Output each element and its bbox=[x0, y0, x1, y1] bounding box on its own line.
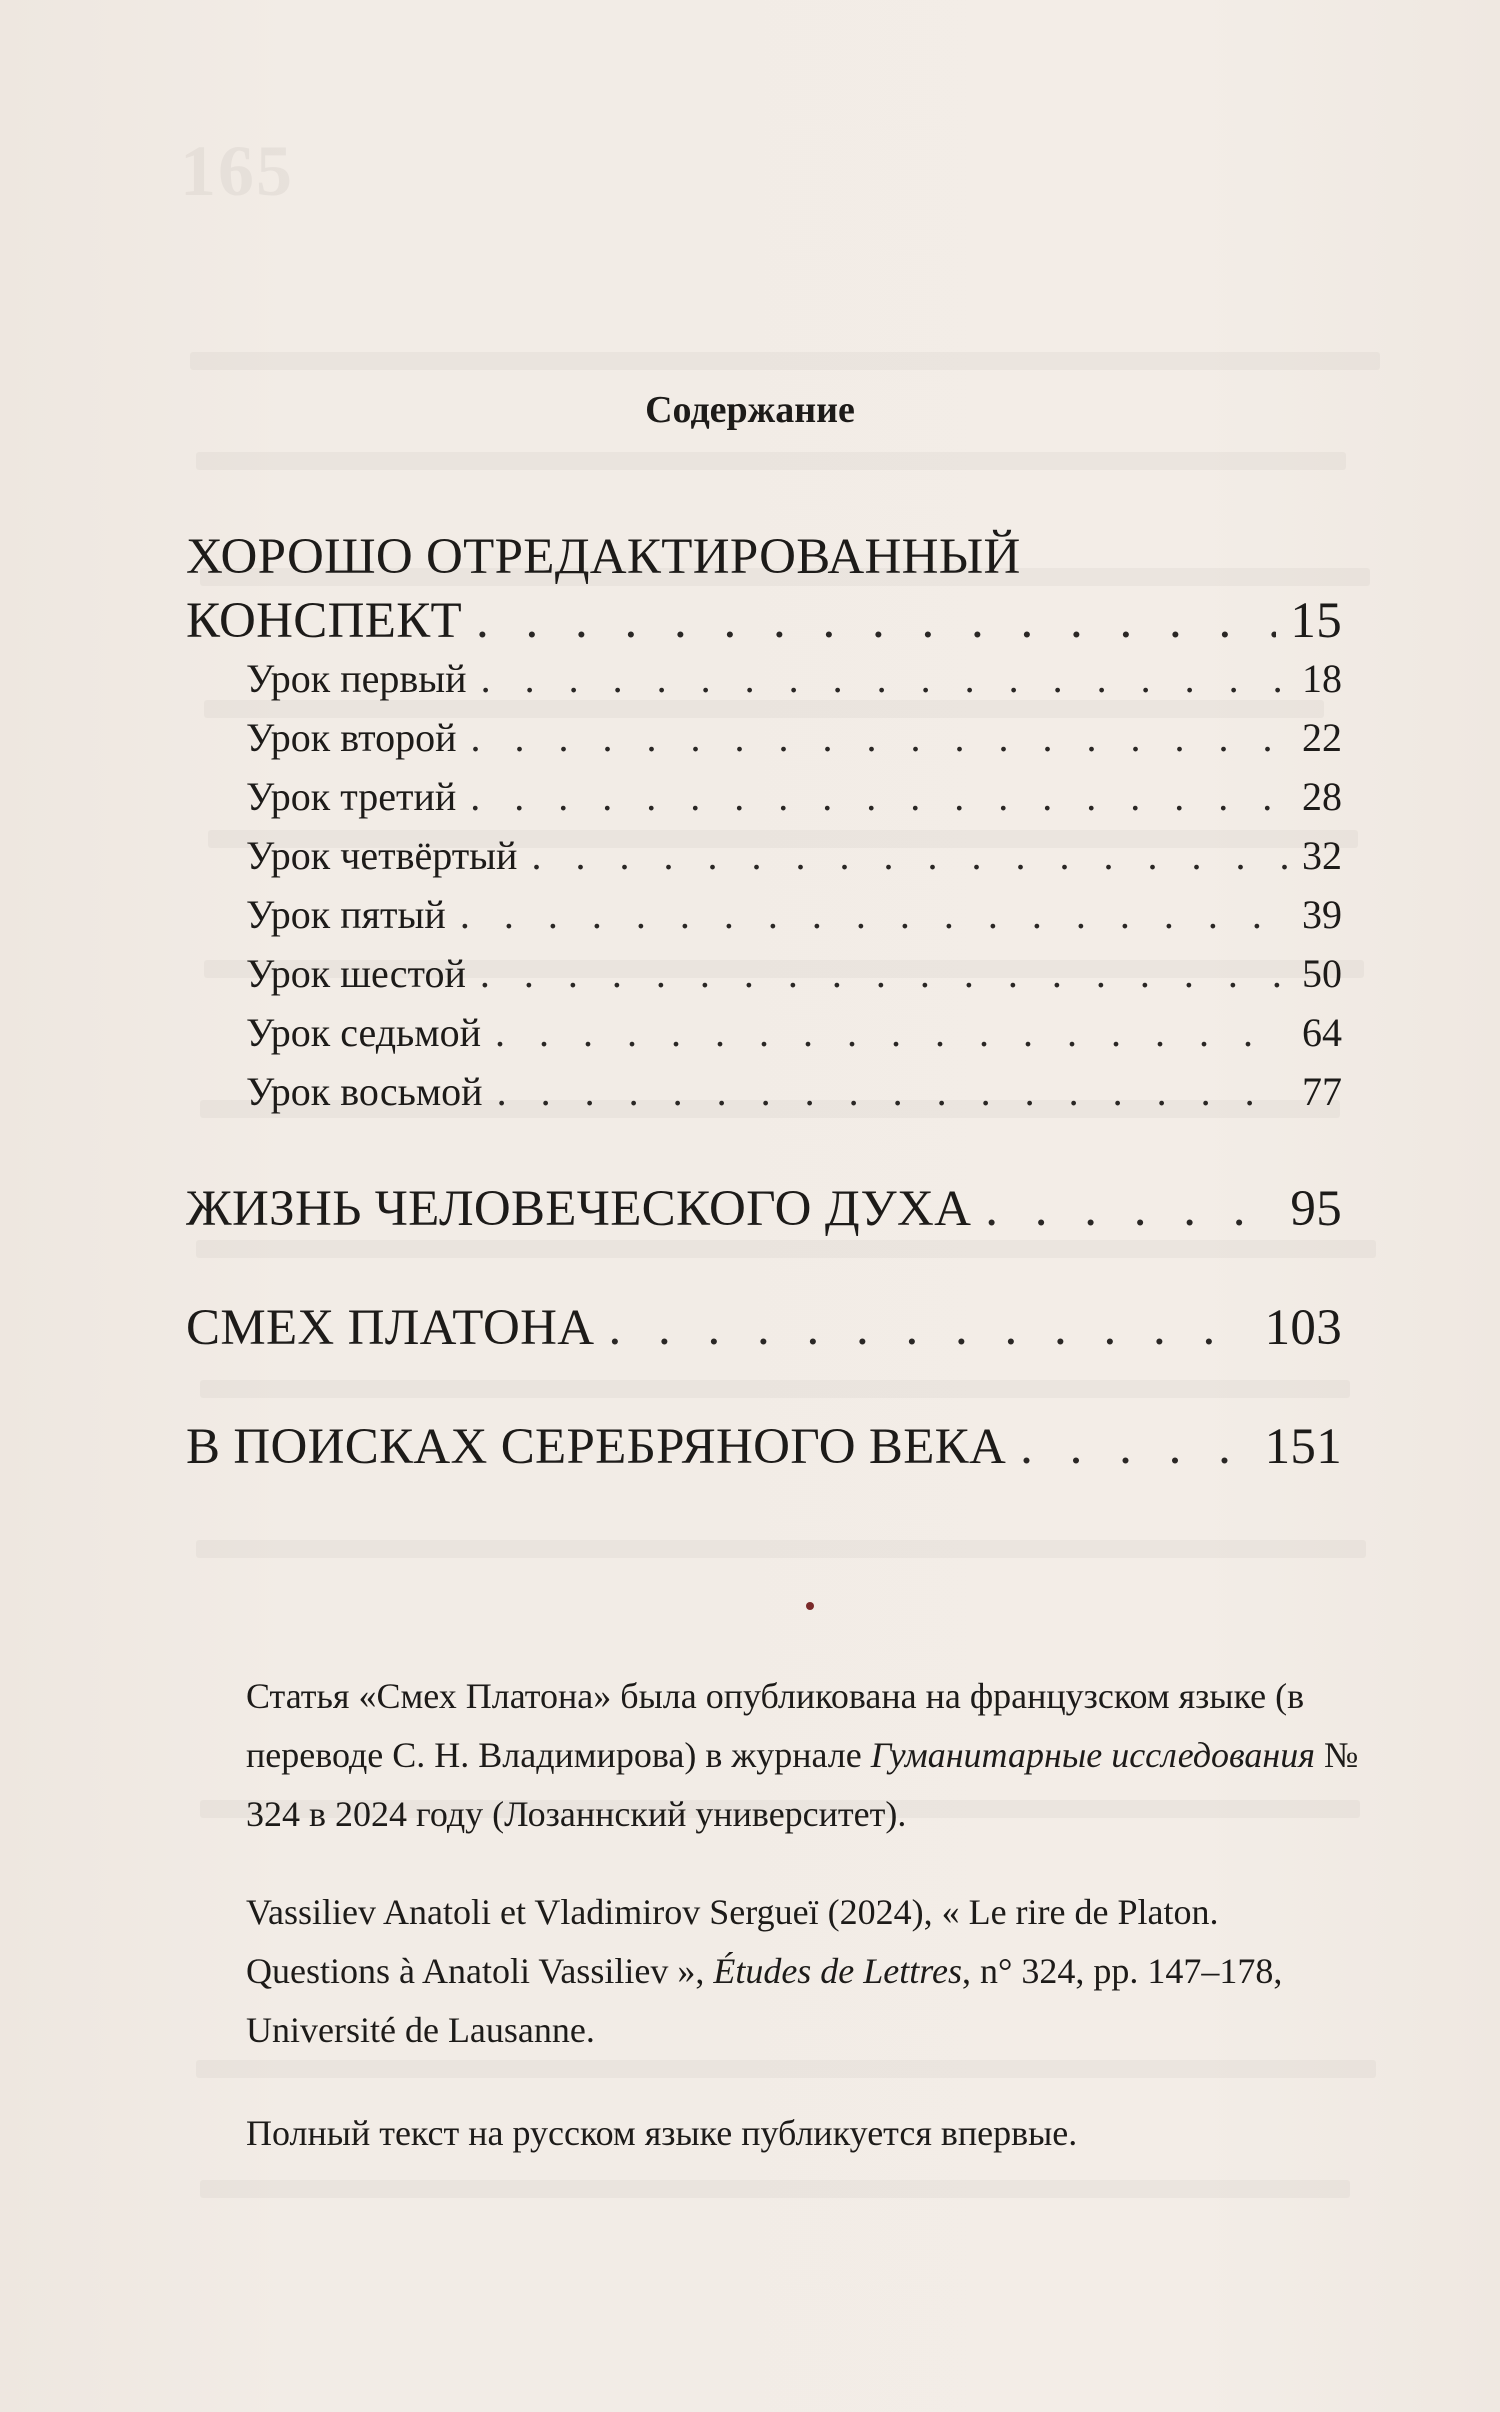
toc-page-number: 32 bbox=[1302, 833, 1342, 878]
leader-dots bbox=[608, 1299, 1250, 1357]
leader-dots bbox=[497, 1068, 1288, 1115]
toc-page-number: 64 bbox=[1302, 1010, 1342, 1055]
toc-part-title: В ПОИСКАХ СЕРЕБРЯНОГО ВЕКА bbox=[186, 1419, 1007, 1475]
toc-page-number: 15 bbox=[1290, 593, 1342, 649]
show-through-line bbox=[196, 1240, 1376, 1258]
toc-lesson-title: Урок третий bbox=[246, 774, 457, 819]
toc-part1-title-line2: КОНСПЕКТ bbox=[186, 593, 462, 649]
leader-dots bbox=[476, 592, 1276, 650]
show-through-line bbox=[196, 1540, 1366, 1558]
note-text: Статья «Смех Платона» была опубликована на французском языке (в переводе С. Н. Владимирова) в журнале bbox=[246, 1676, 1305, 1775]
leader-dots bbox=[1020, 1418, 1250, 1476]
publication-note-ru bbox=[246, 1667, 1366, 1844]
show-through-line bbox=[200, 2180, 1350, 2198]
journal-title: Гуманитарные исследования bbox=[870, 1735, 1316, 1775]
show-through-line bbox=[200, 1380, 1350, 1398]
toc-entry-lesson[interactable] bbox=[246, 891, 1342, 938]
toc-page-number: 22 bbox=[1302, 715, 1342, 760]
toc-page-number: 50 bbox=[1302, 951, 1342, 996]
leader-dots bbox=[481, 655, 1288, 702]
toc-entry-lesson[interactable] bbox=[246, 1009, 1342, 1056]
toc-entry-lesson[interactable] bbox=[246, 1068, 1342, 1115]
toc-lesson-title: Урок первый bbox=[246, 656, 467, 701]
toc-entry-part1[interactable] bbox=[186, 592, 1342, 650]
toc-page-number: 151 bbox=[1264, 1419, 1342, 1475]
journal-title: Études de Lettres bbox=[713, 1951, 962, 1991]
toc-page-number: 18 bbox=[1302, 656, 1342, 701]
toc-part-title: ЖИЗНЬ ЧЕЛОВЕЧЕСКОГО ДУХА bbox=[186, 1181, 972, 1237]
toc-lesson-title: Урок седьмой bbox=[246, 1010, 482, 1055]
first-publication-note: Полный текст на русском языке публикуется впервые. bbox=[246, 2113, 1078, 2153]
leader-dots bbox=[470, 773, 1288, 820]
leader-dots bbox=[480, 950, 1288, 997]
toc-page-number: 28 bbox=[1302, 774, 1342, 819]
toc-entry-part2[interactable] bbox=[186, 1180, 1342, 1238]
toc-lesson-title: Урок восьмой bbox=[246, 1069, 483, 1114]
toc-lesson-title: Урок пятый bbox=[246, 892, 446, 937]
leader-dots bbox=[985, 1180, 1276, 1238]
toc-entry-lesson[interactable] bbox=[246, 773, 1342, 820]
toc-entry-part3[interactable] bbox=[186, 1299, 1342, 1357]
contents-heading: Содержание bbox=[645, 389, 855, 431]
toc-page-number: 103 bbox=[1264, 1300, 1342, 1356]
show-through-line bbox=[190, 352, 1380, 370]
leader-dots bbox=[471, 714, 1289, 761]
leader-dots bbox=[495, 1009, 1288, 1056]
toc-lesson-title: Урок четвёртый bbox=[246, 833, 518, 878]
toc-entry-part4[interactable] bbox=[186, 1418, 1342, 1476]
note-text: Vassiliev Anatoli et Vladimirov Sergueï (2024), « Le rire de Platon. Questions à Anatoli Vassiliev », bbox=[246, 1892, 1219, 1991]
leader-dots bbox=[460, 891, 1288, 938]
show-through-line bbox=[196, 2060, 1376, 2078]
note-text: , n° 324, pp. 147–178, Université de Lausanne. bbox=[246, 1951, 1283, 2050]
toc-lesson-title: Урок второй bbox=[246, 715, 457, 760]
leader-dots bbox=[531, 832, 1288, 879]
toc-page-number: 95 bbox=[1290, 1181, 1342, 1237]
show-through-page-number: 165 bbox=[180, 131, 294, 211]
show-through-line bbox=[196, 452, 1346, 470]
toc-entry-lesson[interactable] bbox=[246, 655, 1342, 702]
toc-entry-lesson[interactable] bbox=[246, 832, 1342, 879]
toc-part-title: СМЕХ ПЛАТОНА bbox=[186, 1300, 595, 1356]
toc-entry-lesson[interactable] bbox=[246, 714, 1342, 761]
toc-part1-title-line1: ХОРОШО ОТРЕДАКТИРОВАННЫЙ bbox=[186, 529, 1021, 585]
publication-note-fr bbox=[246, 1883, 1366, 2060]
toc-entry-lesson[interactable] bbox=[246, 950, 1342, 997]
toc-lesson-title: Урок шестой bbox=[246, 951, 466, 996]
toc-page-number: 77 bbox=[1302, 1069, 1342, 1114]
note-text: № 324 в 2024 году (Лозаннский университет). bbox=[246, 1735, 1359, 1834]
ornament-dot bbox=[806, 1602, 814, 1610]
toc-page-number: 39 bbox=[1302, 892, 1342, 937]
